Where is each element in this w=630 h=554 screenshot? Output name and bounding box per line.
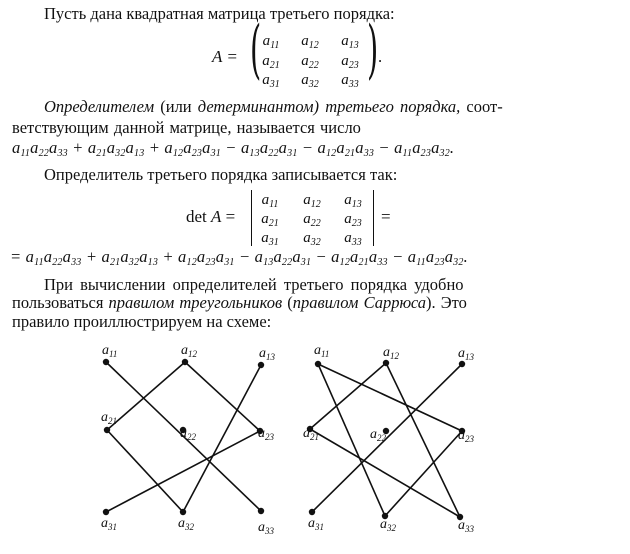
diagram-node <box>383 360 389 366</box>
diagram-node <box>182 359 188 365</box>
diagram-node <box>180 509 186 515</box>
det-lhs: det A = <box>186 207 236 226</box>
matrix-lhs: A = <box>212 47 238 66</box>
det-eq-right: = <box>381 207 391 226</box>
diagram-node <box>103 509 109 515</box>
determinant-formula-2: = $a_{11}a_{22}a_{33} + a_{21}a_{32}a_{13} + a_{12}a_{23}a_{31} - a_{13}a_{22}a_{31} - a_{12}a_{21}a_{33} - a_{11}a_{23}a_{32}$. <box>10 247 468 268</box>
diagram-label: $a_{32}$ <box>178 516 194 532</box>
diagram-label: $a_{23}$ <box>258 426 274 442</box>
det-cell: $a_{21}$ <box>261 211 279 229</box>
written-as-text: Определитель третьего порядка записывается так: <box>44 165 398 184</box>
diagram-label: $a_{31}$ <box>308 516 324 532</box>
diagram-label: $a_{33}$ <box>258 520 274 536</box>
diagram-node <box>258 362 264 368</box>
diagram-node <box>104 427 110 433</box>
diagram-label: $a_{12}$ <box>181 343 197 359</box>
diagram-positive-terms <box>101 343 276 536</box>
intro-text: Пусть дана квадратная матрица третьего порядка: <box>44 4 395 23</box>
diagram-node <box>309 509 315 515</box>
diagram-node <box>103 359 109 365</box>
matrix-period: . <box>378 47 383 66</box>
diagram-label: $a_{23}$ <box>458 428 474 444</box>
diagram-label: $a_{32}$ <box>380 517 396 533</box>
diagram-edge <box>107 430 183 512</box>
diagram-edge <box>185 362 260 431</box>
diagram-label: $a_{11}$ <box>102 343 118 359</box>
diagram-node <box>315 361 321 367</box>
det-cell: $a_{11}$ <box>261 192 279 210</box>
det-cell: $a_{12}$ <box>303 192 321 210</box>
matrix-cell: $a_{32}$ <box>301 72 319 90</box>
diagram-label: $a_{22}$ <box>180 426 196 442</box>
determinant-formula-1: $a_{11}a_{22}a_{33} + a_{21}a_{32}a_{13} + a_{12}a_{23}a_{31} - a_{13}a_{22}a_{31} - a_{12}a_{21}a_{33} - a_{11}a_{23}a_{32}$. <box>12 138 455 159</box>
matrix-right-paren: ) <box>367 13 379 87</box>
diagram-edge <box>312 364 462 512</box>
diagram-edge <box>386 363 460 517</box>
diagram-node <box>258 508 264 514</box>
term-determinant: Определителем <box>44 97 155 116</box>
matrix-cell: $a_{12}$ <box>301 33 319 51</box>
matrix-cell: $a_{33}$ <box>341 72 359 90</box>
diagram-edge <box>318 364 462 431</box>
diagram-label: $a_{21}$ <box>303 426 319 442</box>
diagram-label: $a_{11}$ <box>314 343 330 359</box>
matrix-cell: $a_{23}$ <box>341 53 359 71</box>
diagram-label: $a_{13}$ <box>259 346 275 362</box>
term-sarrus-rule: правилом Саррюса <box>292 293 427 312</box>
diagram-edge <box>385 431 462 516</box>
matrix-cell: $a_{13}$ <box>341 33 359 51</box>
definition-line-1: Определителем (или детерминантом) третьего порядка, соот- <box>44 97 503 116</box>
definition-line-2: ветствующим данной матрице, называется число <box>12 118 361 137</box>
diagram-label: $a_{22}$ <box>370 427 386 443</box>
diagram-label: $a_{21}$ <box>101 410 117 426</box>
det-cell: $a_{23}$ <box>344 211 362 229</box>
diagram-label: $a_{33}$ <box>458 518 474 534</box>
matrix-left-paren: ( <box>250 13 262 87</box>
det-cell: $a_{22}$ <box>303 211 321 229</box>
calc-line-1: При вычислении определителей третьего порядка удобно <box>44 275 464 294</box>
diagram-label: $a_{31}$ <box>101 516 117 532</box>
det-cell: $a_{33}$ <box>344 230 362 248</box>
det-cell: $a_{31}$ <box>261 230 279 248</box>
term-triangle-rule: правилом треугольников <box>108 293 283 312</box>
matrix-cell: $a_{11}$ <box>262 33 280 51</box>
matrix-cell: $a_{21}$ <box>262 53 280 71</box>
det-cell: $a_{13}$ <box>344 192 362 210</box>
diagram-negative-terms <box>303 343 475 534</box>
det-cell: $a_{32}$ <box>303 230 321 248</box>
diagram-edge <box>106 431 260 512</box>
calc-line-2: пользоваться правилом треугольников (правилом Саррюса). Это <box>12 293 467 312</box>
matrix-cell: $a_{22}$ <box>301 53 319 71</box>
diagram-label: $a_{12}$ <box>383 345 399 361</box>
diagram-edge <box>107 362 185 430</box>
matrix-cell: $a_{31}$ <box>262 72 280 90</box>
calc-line-3: правило проиллюстрируем на схеме: <box>12 312 272 331</box>
diagram-label: $a_{13}$ <box>458 346 474 362</box>
